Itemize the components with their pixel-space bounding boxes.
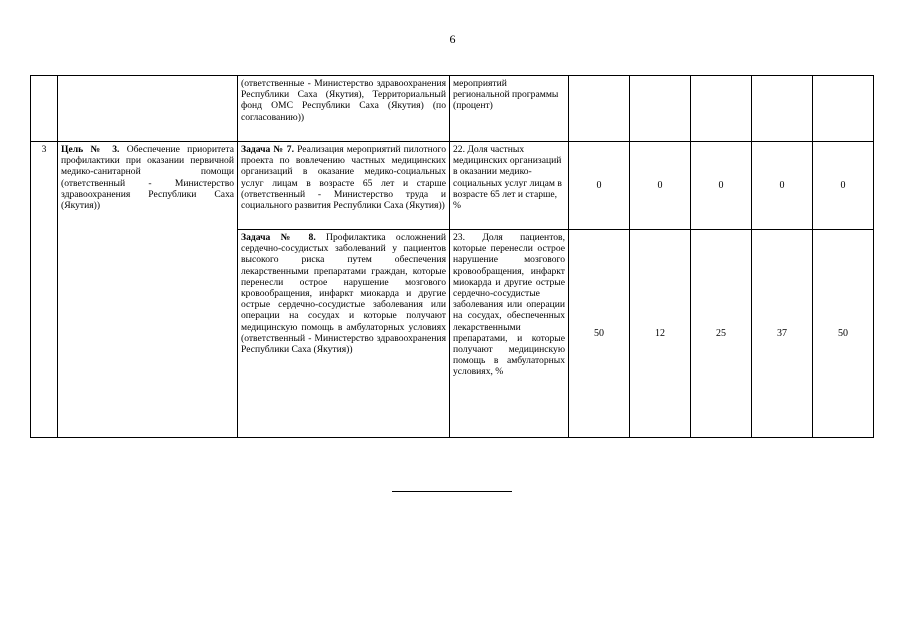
value-cell: 0 [752, 142, 813, 230]
value-cell [691, 76, 752, 142]
goal-text: Обеспечение приоритета профилактики при оказании первичной медико-санитарной помощи (ответственный - Министерство здравоохранения Республики Саха (Якутия)) [61, 144, 234, 212]
index-cell [31, 76, 58, 142]
value-cell [569, 76, 630, 142]
task-label: Задача № 7. [241, 144, 294, 155]
value-cell: 25 [691, 230, 752, 438]
value-cell [630, 76, 691, 142]
goal-cell [58, 142, 238, 438]
value-cell: 0 [630, 142, 691, 230]
goal-label: Цель № 3. [61, 144, 120, 155]
value-cell: 37 [752, 230, 813, 438]
table-row [31, 76, 874, 142]
indicator-cell: 23. Доля пациентов, которые перенесли острое нарушение мозгового кровообращения, инфаркт миокарда и другие острые сердечно-сосудистые заболевания или операции на сосудах, обеспеченных лекарственными препаратами, и которые получают медицинскую помощь в амбулаторных условиях, % [450, 230, 569, 438]
page-number: 6 [449, 32, 456, 46]
value-cell: 0 [813, 142, 874, 230]
task-cell: (ответственные - Министерство здравоохранения Республики Саха (Якутия), Территориальный фонд ОМС Республики Саха (Якутия) (по согласованию)) [238, 76, 450, 142]
row-index: 3 [31, 142, 58, 438]
value-cell: 0 [691, 142, 752, 230]
end-rule [392, 491, 512, 492]
task-cell [238, 142, 450, 230]
indicator-cell: 22. Доля частных медицинских организаций в оказании медико-социальных услуг лицам в возрасте 65 лет и старше, % [450, 142, 569, 230]
table-row [31, 142, 874, 230]
task-text: Профилактика осложнений сердечно-сосудистых заболеваний у пациентов высокого риска путем обеспечения лекарственными препаратами граждан, которые перенесли острое нарушение мозгового кровообращения, инфаркт миокарда и другие острые сердечно-сосудистые заболевания или операции на сосудах и которые получают медицинскую помощь в амбулаторных условиях (ответственный - Министерство здравоохранения Республики Саха (Якутия)) [241, 232, 446, 356]
goal-cell [58, 76, 238, 142]
value-cell: 50 [569, 230, 630, 438]
indicators-table [30, 75, 874, 438]
value-cell: 12 [630, 230, 691, 438]
value-cell: 0 [569, 142, 630, 230]
value-cell [813, 76, 874, 142]
value-cell: 50 [813, 230, 874, 438]
task-label: Задача № 8. [241, 232, 316, 243]
task-cell [238, 230, 450, 438]
task-text: Реализация мероприятий пилотного проекта по вовлечению частных медицинских организаций в оказание медико-социальных услуг лицам в возрасте 65 лет и старше (ответственный - Министерство труда и социального развития Республики Саха (Якутия)) [241, 144, 447, 212]
indicator-cell: мероприятий региональной программы (процент) [450, 76, 569, 142]
value-cell [752, 76, 813, 142]
